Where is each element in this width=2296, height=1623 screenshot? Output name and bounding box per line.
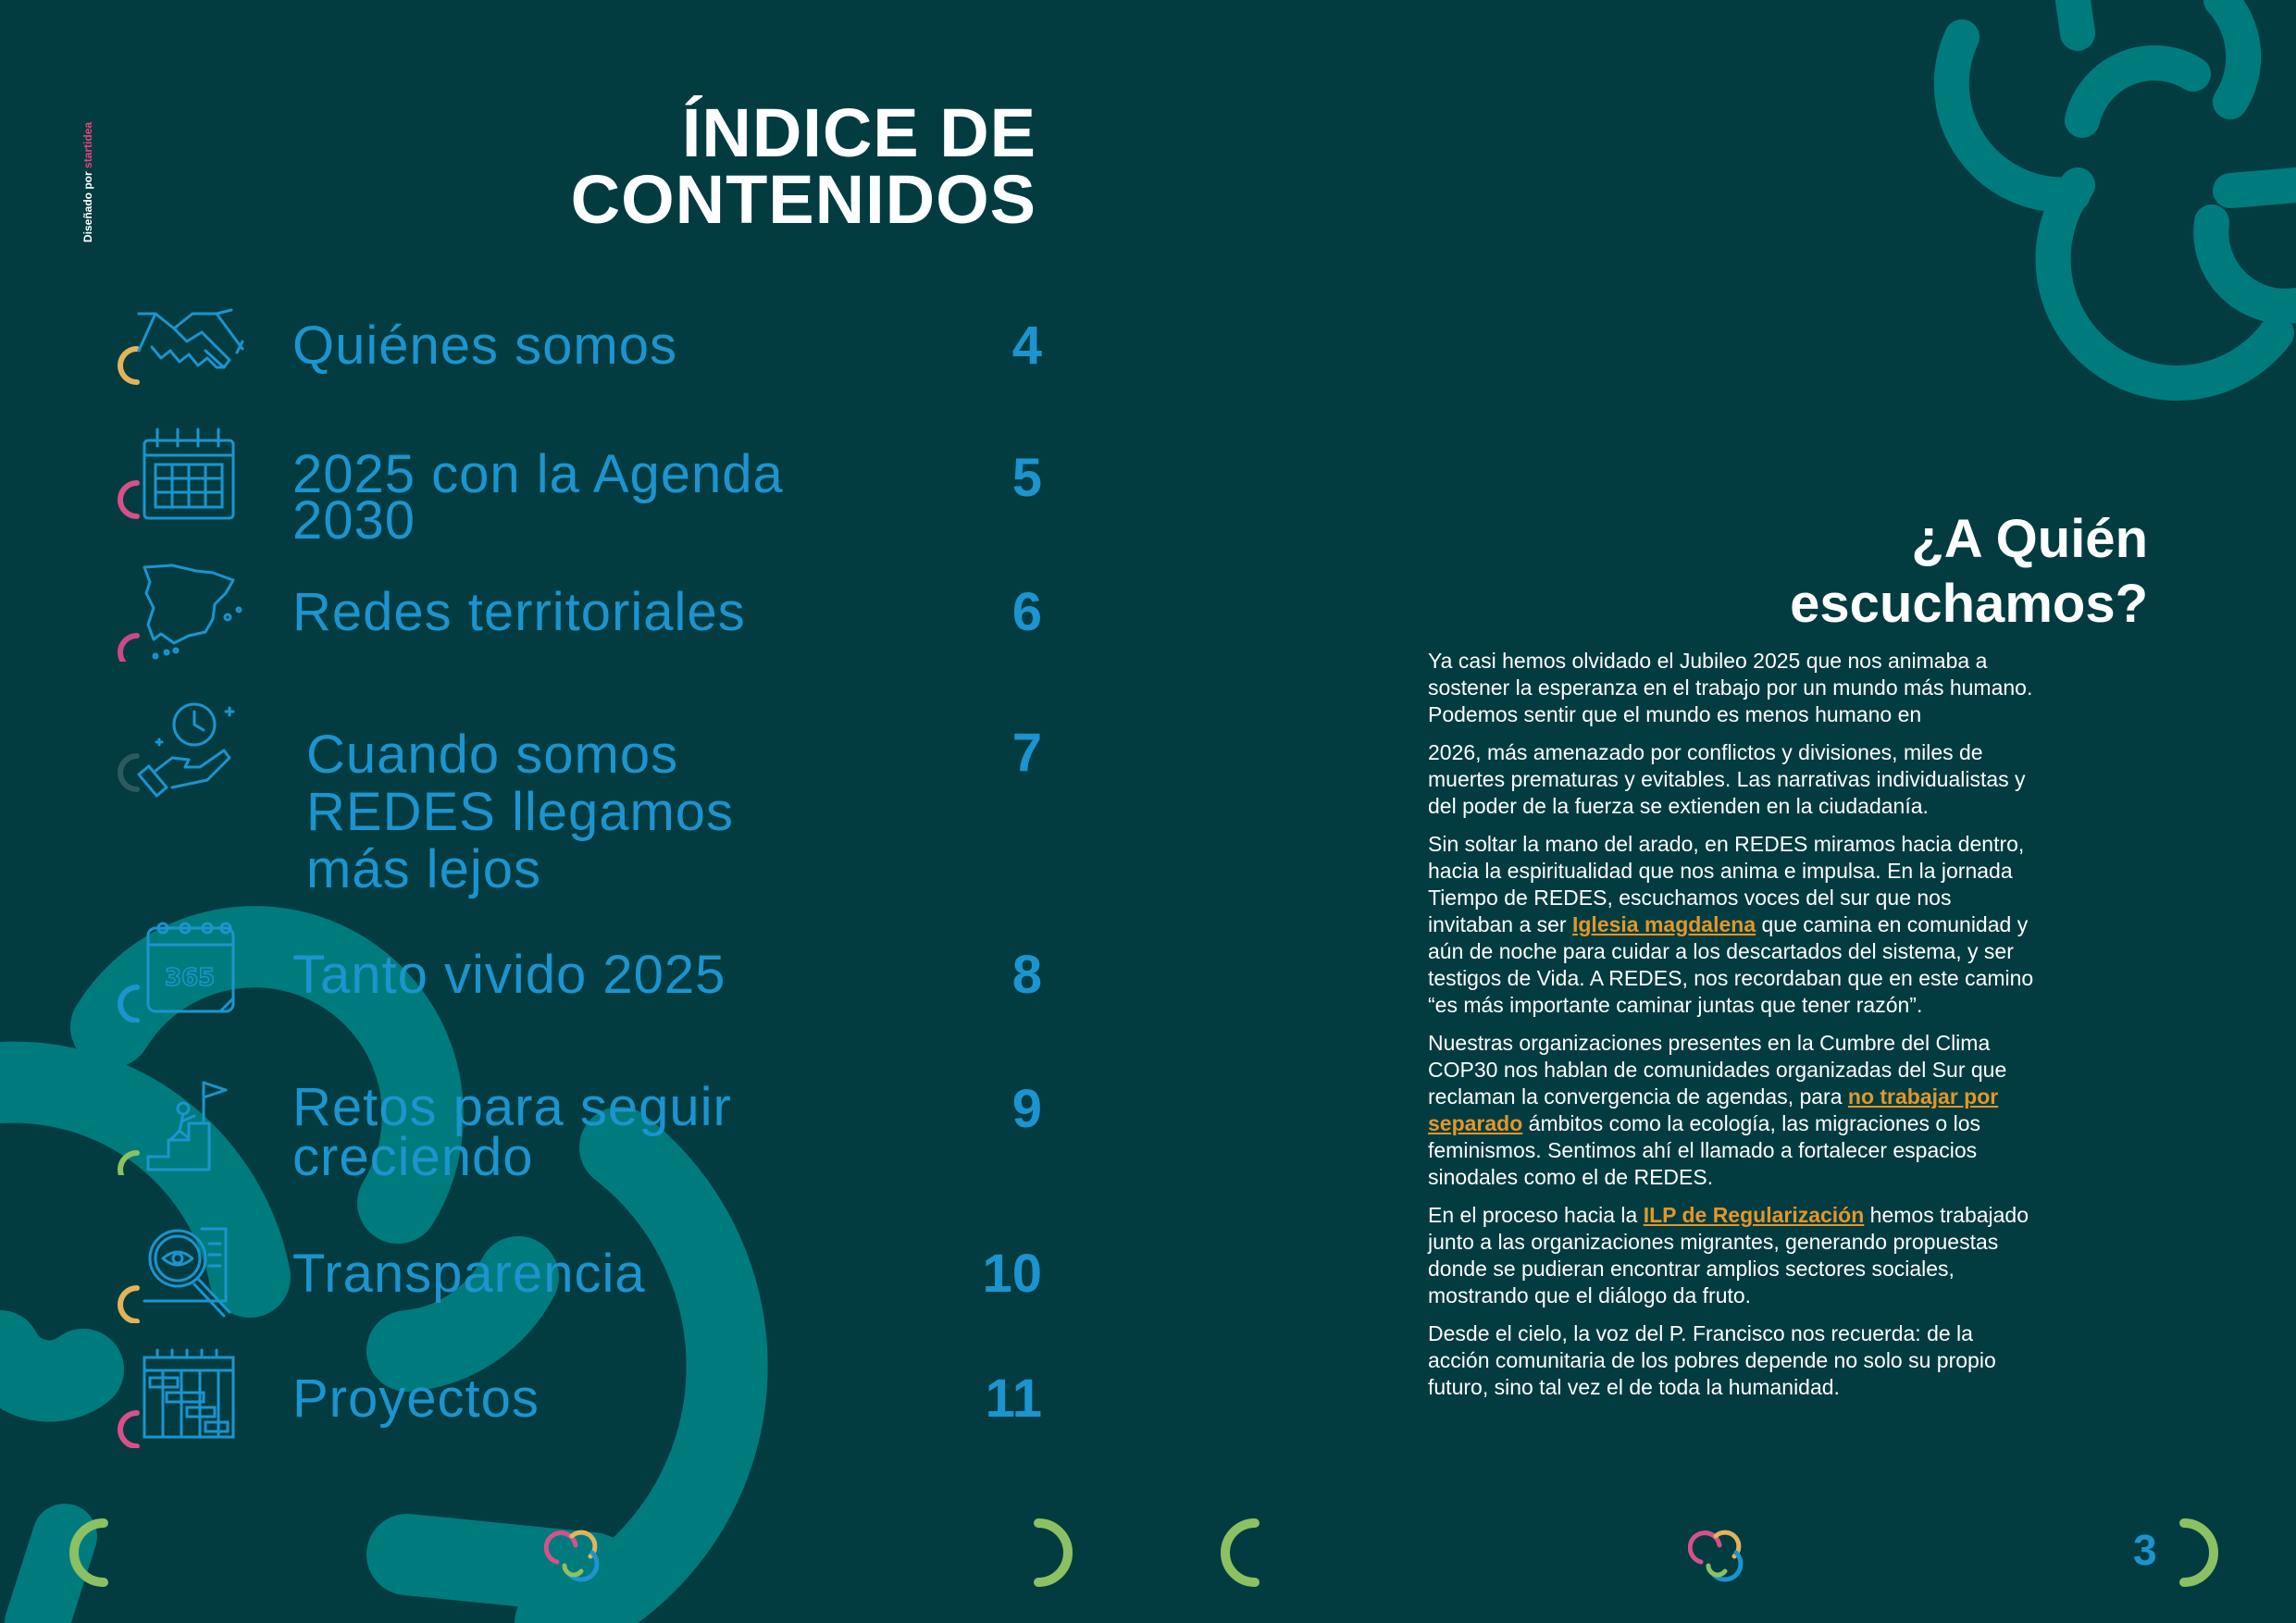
gantt-chart-icon [117, 1346, 246, 1448]
toc-item-label: Retos para seguir creciendo [292, 1077, 732, 1187]
svg-text:365: 365 [165, 964, 216, 992]
toc-item-label: Redes territoriales [292, 582, 746, 642]
toc-item-page: 5 [1011, 448, 1042, 508]
paragraph-3-text-b: que camina en comunidad y aún de noche para cuidar a los descartados del sistema, y ser testigos de Vida. A REDES, nos recordaban que en este camino “es más importante caminar juntas que tener razón”. [1428, 912, 2034, 1017]
paragraph-5 [1428, 1202, 2039, 1309]
footer-logo-icon [1688, 1525, 1749, 1584]
toc-item-page: 7 [1011, 723, 1042, 783]
paragraph-4-text-a: Nuestras organizaciones presentes en la Cumbre del Clima COP30 nos hablan de comunidades organizadas del Sur que reclaman la convergencia de agendas, para [1428, 1031, 2007, 1109]
right-page [1148, 0, 2296, 1623]
designer-credit [81, 122, 94, 242]
toc-item-label: Proyectos [292, 1369, 540, 1429]
toc-item-label: Cuando somos REDES llegamos más lejos [306, 725, 735, 899]
magnifier-eye-icon [117, 1221, 246, 1323]
toc-item-label: Transparencia [292, 1244, 646, 1304]
credit-prefix: Diseñado por [81, 167, 94, 242]
footer-logo-icon [544, 1525, 605, 1584]
calendar-365-icon [117, 921, 246, 1022]
ilp-regularizacion-link[interactable]: ILP de Regularización [1643, 1203, 1865, 1227]
toc-item-page: 11 [985, 1369, 1042, 1429]
page-number: 3 [2133, 1526, 2157, 1574]
paragraph-5-text-b: hemos trabajado junto a las organizaciones migrantes, generando propuestas donde se pudieran encontrar amplios sectores sociales, mostrando que el diálogo da fruto. [1428, 1203, 2029, 1307]
toc-item-page: 4 [1011, 316, 1042, 376]
toc-title [570, 94, 1036, 238]
toc-title-line1: ÍNDICE DE [681, 94, 1036, 171]
iglesia-magdalena-link[interactable]: Iglesia magdalena [1571, 912, 1756, 936]
handshake-icon [117, 301, 246, 403]
credit-brand: startidea [81, 121, 94, 168]
spain-map-icon [117, 560, 246, 662]
no-trabajar-por-separado-link[interactable]: no trabajar por separado [1428, 1084, 1999, 1135]
calendar-grid-icon [117, 426, 246, 527]
article-title-line2: escuchamos? [1790, 574, 2148, 634]
toc-item-label: Tanto vivido 2025 [292, 945, 726, 1005]
article-title-line1: ¿A Quién [1911, 509, 2148, 569]
paragraph-6: Desde el cielo, la voz del P. Francisco nos recuerda: de la acción comunitaria de los pobres depende no solo su propio futuro, sino tal vez el de toda la humanidad. [1428, 1321, 1996, 1399]
toc-item-page: 10 [982, 1244, 1042, 1304]
article-title [1500, 507, 2148, 637]
toc-title-line2: CONTENIDOS [570, 161, 1036, 238]
paragraph-3 [1428, 831, 2039, 1019]
toc-item-page: 8 [1011, 945, 1042, 1005]
paragraph-2: 2026, más amenazado por conflictos y divisiones, miles de muertes prematuras y evitables. Las narrativas individualistas y del poder de la fuerza se extienden en la ciudadanía. [1428, 740, 2026, 818]
toc-item-page: 6 [1011, 582, 1042, 642]
paragraph-5-text-a: En el proceso hacia la [1428, 1203, 1644, 1227]
toc-item-page: 9 [1011, 1079, 1042, 1139]
paragraph-4-text-b: ámbitos como la ecología, las migraciones o los feminismos. Sentimos ahí el llamado a fortalecer espacios sinodales como el de REDES. [1428, 1111, 1981, 1189]
stairs-flag-icon [117, 1073, 246, 1175]
article-body [1428, 648, 2039, 1412]
hand-clock-icon [117, 699, 246, 800]
paragraph-3-text-a: Sin soltar la mano del arado, en REDES miramos hacia dentro, hacia la espiritualidad que nos anima e impulsa. En la jornada Tiempo de REDES, escuchamos voces del sur que nos invitaban a ser [1428, 832, 2025, 936]
paragraph-1: Ya casi hemos olvidado el Jubileo 2025 que nos animaba a sostener la esperanza en el trabajo por un mundo más humano. Podemos sentir que el mundo es menos humano en [1428, 649, 2033, 726]
toc-item-label: Quiénes somos [292, 316, 677, 376]
paragraph-4 [1428, 1030, 2039, 1191]
toc-item-label: 2025 con la Agenda 2030 [292, 444, 784, 551]
